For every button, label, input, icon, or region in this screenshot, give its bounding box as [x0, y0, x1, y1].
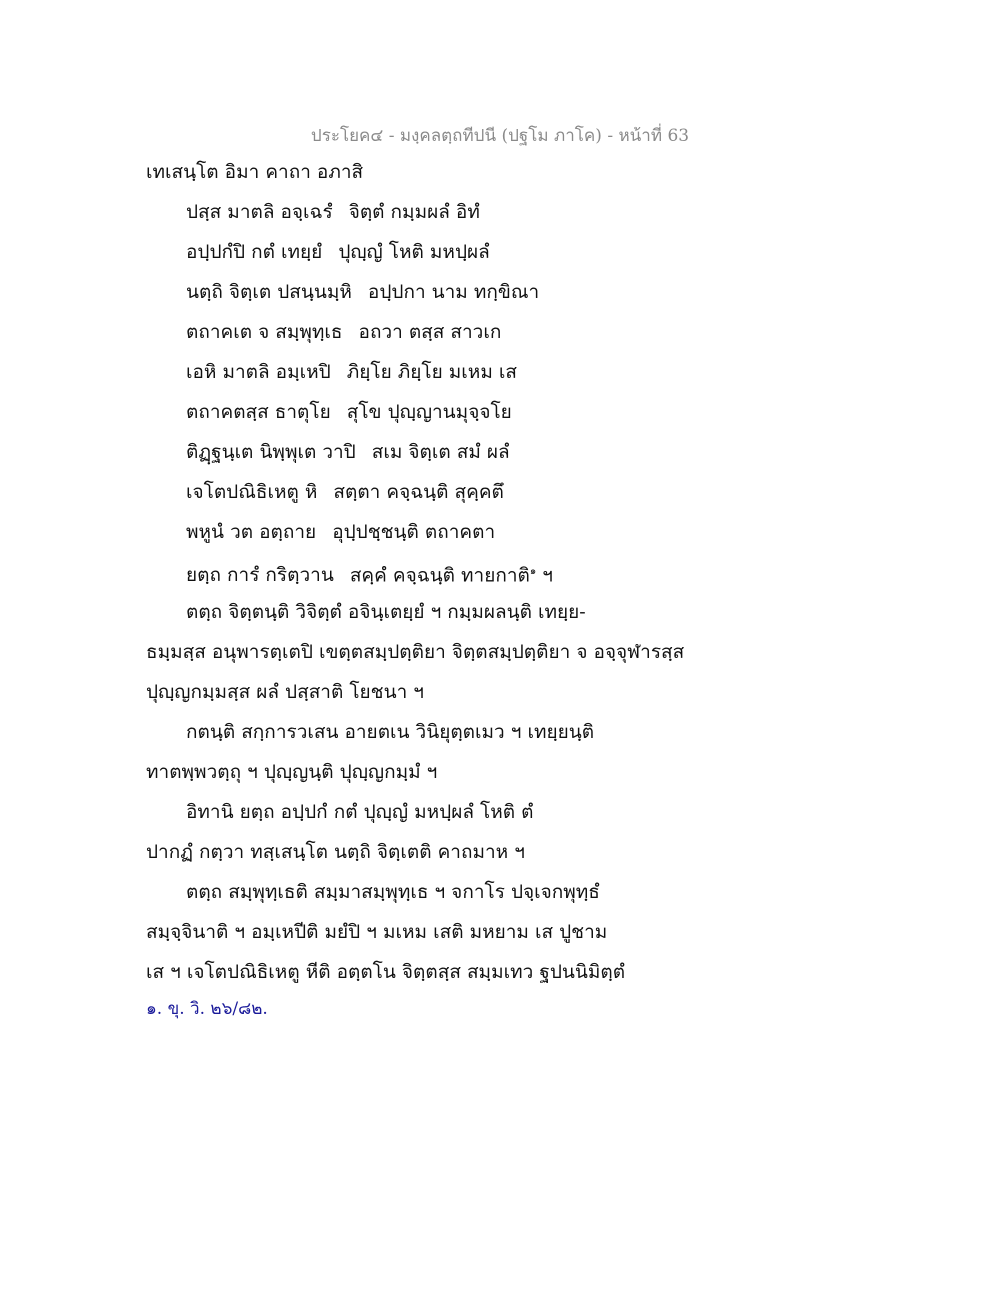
- verse-pada: อถวา ตสฺส สาวเก: [358, 321, 502, 343]
- verse-pada: ภิยฺโย ภิยฺโย มเหม เส: [346, 361, 517, 383]
- verse-pada: เจโตปณิธิเหตู หิ: [186, 481, 318, 503]
- commentary-line: ธมฺมสฺส อนุพารตฺเตปิ เขตฺตสมฺปตฺติยา จิตฺตสมฺปตฺติยา จ อจฺจุฬารสฺส: [146, 641, 685, 663]
- commentary-line: ตตฺถ จิตฺตนฺติ วิจิตฺตํ อจินฺเตยฺยํ ฯ กมฺมผลนฺติ เทยฺย-: [186, 601, 586, 623]
- verse-pada: ตถาคเต จ สมฺพุทฺเธ: [186, 321, 343, 343]
- verse-pada: สตฺตา คจฺฉนฺติ สุคฺคตึ: [333, 481, 504, 503]
- verse-pada: จิตฺตํ กมฺมผลํ อิทํ: [348, 201, 480, 223]
- verse-pada: สเม จิตฺเต สมํ ผลํ: [371, 441, 510, 463]
- verse-pada: เอหิ มาตลิ อมฺเหปิ: [186, 361, 331, 383]
- verse-pada: พหูนํ วต อตฺถาย: [186, 521, 317, 543]
- verse-pada: ยตฺถ การํ กริตฺวาน: [186, 564, 334, 587]
- verse-line: [186, 520, 495, 544]
- verse-line: [186, 240, 490, 264]
- verse-pada: ตถาคตสฺส ธาตุโย: [186, 401, 331, 423]
- verse-pada: อปฺปกํปิ กตํ เทยฺยํ: [186, 241, 323, 263]
- verse-line: [186, 480, 504, 504]
- commentary-line: สมฺจฺจินาติ ฯ อมฺเหปีติ มยํปิ ฯ มเหม เสติ มหยาม เส ปูชาม: [146, 921, 608, 943]
- verse-line: [186, 560, 553, 587]
- footnote: ๑. ขุ. วิ. ๒๖/๘๒.: [146, 999, 268, 1019]
- verse-line: [186, 320, 501, 344]
- commentary-line: เส ฯ เจโตปณิธิเหตู หีติ อตฺตโน จิตฺตสฺส สมฺมเทว ฐปนนิมิตฺตํ: [146, 961, 626, 983]
- verse-end-mark: ฯ: [542, 564, 553, 587]
- verse-line: [186, 200, 480, 224]
- commentary-line: ปุญฺญกมฺมสฺส ผลํ ปสฺสาติ โยชนา ฯ: [146, 681, 424, 703]
- commentary-line: ปากฏํ กตฺวา ทสฺเสนฺโต นตฺถิ จิตฺเตติ คาถมาห ฯ: [146, 841, 525, 863]
- verse-pada: สุโข ปุญฺญานมุจฺจโย: [346, 401, 512, 423]
- verse-pada: ปุญฺญํ โหติ มหปฺผลํ: [338, 241, 490, 263]
- verse-pada: ติฏฺฐนฺเต นิพฺพุเต วาปิ: [186, 441, 356, 463]
- intro-line: เทเสนฺโต อิมา คาถา อภาสิ: [146, 161, 364, 183]
- verse-line: [186, 280, 539, 304]
- commentary-line: กตนฺติ สกฺการวเสน อายตเน วินิยุตฺตเมว ฯ เทยฺยนฺติ: [186, 721, 595, 743]
- commentary-line: ทาตพฺพวตฺถุ ฯ ปุญฺญนฺติ ปุญฺญกมฺมํ ฯ: [146, 761, 438, 783]
- verse-line: [186, 400, 512, 424]
- commentary-line: อิทานิ ยตฺถ อปฺปกํ กตํ ปุญฺญํ มหปฺผลํ โหติ ตํ: [186, 801, 534, 823]
- verse-pada: ปสฺส มาตลิ อจฺเฉรํ: [186, 201, 333, 223]
- verse-pada: อุปฺปชฺชนฺติ ตถาคตา: [332, 521, 496, 543]
- verse-pada: อปฺปกา นาม ทกฺขิณา: [367, 281, 540, 303]
- verse-line: [186, 360, 517, 384]
- verse-line: [186, 440, 510, 464]
- running-header: ประโยค๔ - มงฺคลตฺถทีปนี (ปฐโม ภาโค) - หน้าที่ 63: [310, 126, 690, 146]
- verse-pada: [350, 560, 553, 587]
- footnote-mark: ๑: [529, 566, 537, 577]
- verse-pada: นตฺถิ จิตฺเต ปสนฺนมฺหิ: [186, 281, 352, 303]
- verse-pada-text: สคฺคํ คจฺฉนฺติ ทายกาติ: [349, 564, 530, 587]
- commentary-line: ตตฺถ สมฺพุทฺเธติ สมฺมาสมฺพุทฺเธ ฯ จกาโร ปจฺเจกพุทฺธํ: [186, 881, 600, 903]
